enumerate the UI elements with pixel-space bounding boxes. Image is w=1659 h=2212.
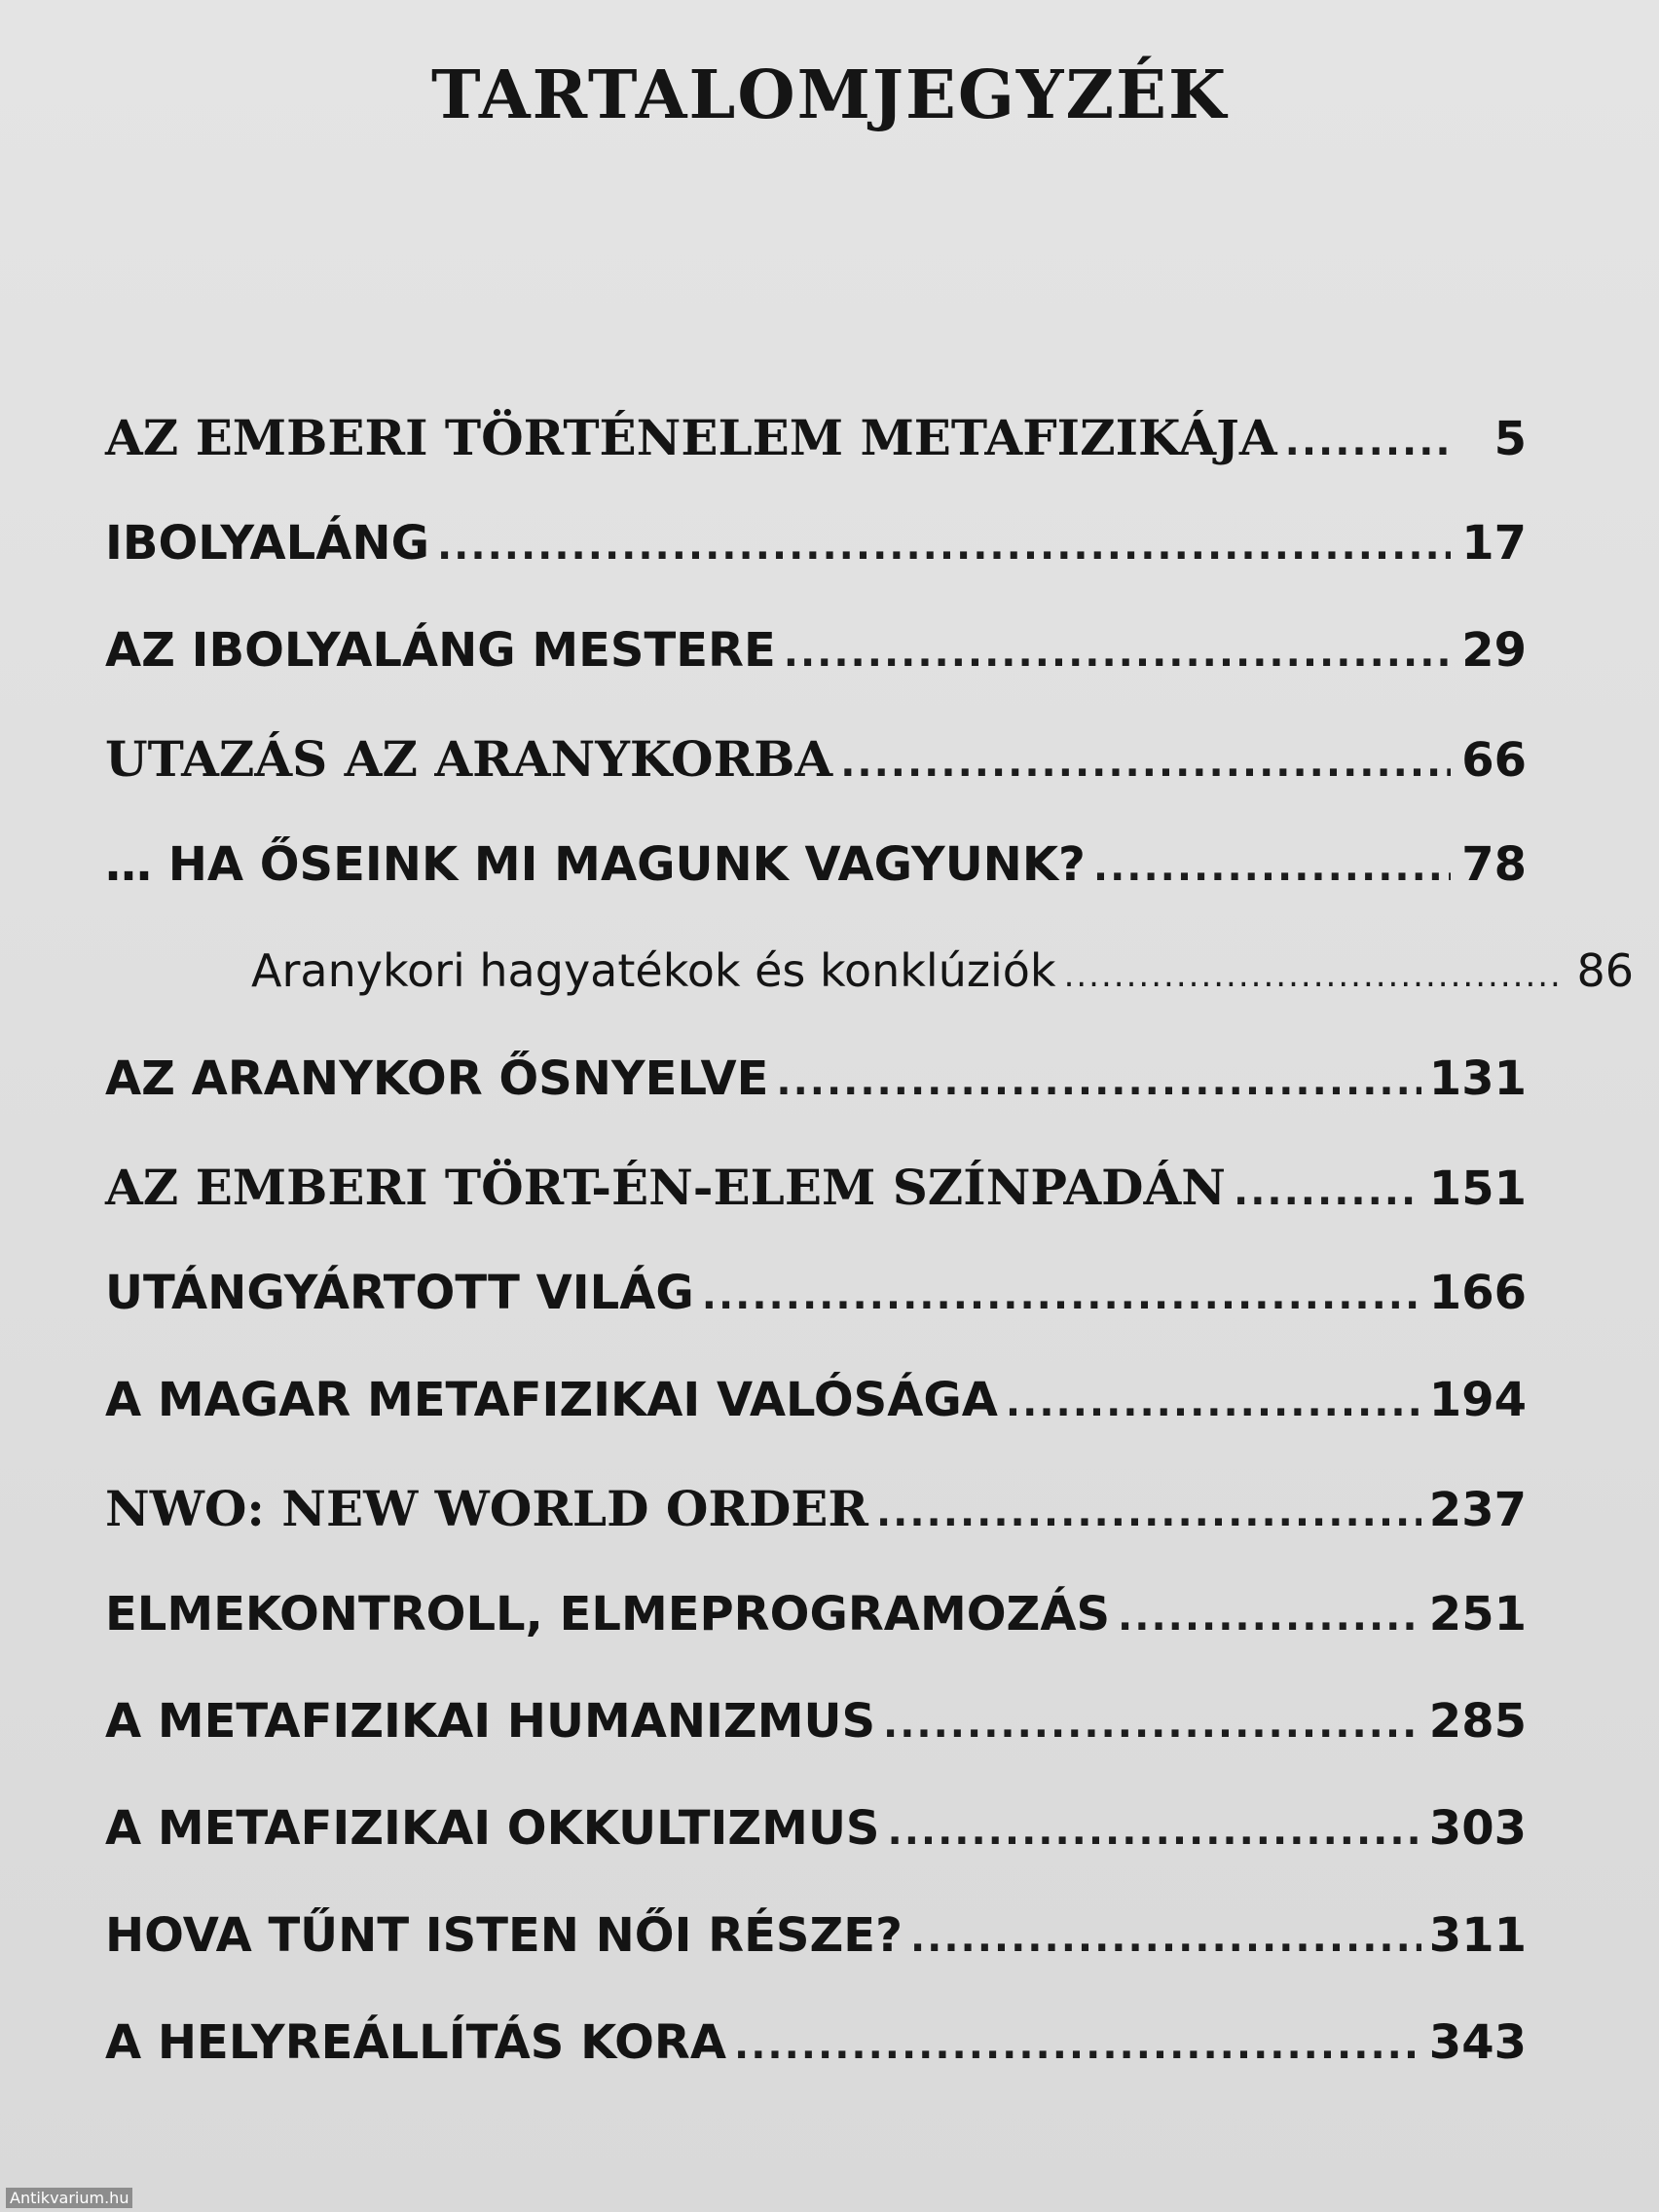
toc-subentry-title: Aranykori hagyatékok és konklúziók bbox=[251, 944, 1056, 997]
toc-entry-title: HOVA TŰNT ISTEN NŐI RÉSZE? bbox=[105, 1908, 903, 1963]
toc-entry bbox=[105, 1051, 1527, 1159]
toc-page-number: 131 bbox=[1428, 1051, 1527, 1106]
toc-page-number: 343 bbox=[1428, 2015, 1527, 2070]
toc-page-number: 66 bbox=[1461, 733, 1527, 788]
dot-leader bbox=[702, 1273, 1421, 1318]
toc-entry-title: NWO: NEW WORLD ORDER bbox=[105, 1480, 868, 1537]
dot-leader bbox=[1285, 420, 1451, 464]
toc-entry-title: UTÁNGYÁRTOTT VILÁG bbox=[105, 1266, 694, 1320]
toc-entry-title: UTAZÁS AZ ARANYKORBA bbox=[105, 730, 833, 788]
dot-leader bbox=[734, 2023, 1421, 2068]
toc-page-number: 151 bbox=[1428, 1161, 1527, 1216]
dot-leader bbox=[437, 524, 1451, 569]
toc-page-number: 285 bbox=[1428, 1694, 1527, 1749]
dot-leader bbox=[876, 1491, 1421, 1535]
dot-leader bbox=[1093, 845, 1451, 890]
toc-entry-title: … HA ŐSEINK MI MAGUNK VAGYUNK? bbox=[105, 837, 1086, 892]
toc-entry bbox=[105, 1159, 1527, 1266]
toc-entry bbox=[105, 1694, 1527, 1801]
toc-page-number: 303 bbox=[1428, 1801, 1527, 1856]
toc-entry bbox=[105, 1801, 1527, 1908]
toc-page-number: 5 bbox=[1493, 412, 1527, 466]
toc-entry-title: A HELYREÁLLÍTÁS KORA bbox=[105, 2015, 727, 2070]
toc-entry bbox=[105, 1908, 1527, 2015]
dot-leader bbox=[888, 1809, 1421, 1854]
toc-page-number: 29 bbox=[1461, 623, 1527, 678]
toc-entry-title: AZ ARANYKOR ŐSNYELVE bbox=[105, 1051, 769, 1106]
dot-leader bbox=[784, 631, 1451, 676]
toc-entry bbox=[105, 2015, 1527, 2122]
dot-leader bbox=[840, 741, 1451, 786]
toc-entry-title: AZ IBOLYALÁNG MESTERE bbox=[105, 623, 776, 678]
toc-entry-title: A METAFIZIKAI OKKULTIZMUS bbox=[105, 1801, 880, 1856]
toc-entry-title: AZ EMBERI TÖRTÉNELEM METAFIZIKÁJA bbox=[105, 409, 1277, 466]
toc-entry bbox=[105, 1266, 1527, 1373]
toc-page-number: 166 bbox=[1428, 1266, 1527, 1320]
toc-page-number: 86 bbox=[1576, 944, 1634, 997]
dot-leader bbox=[1064, 956, 1558, 995]
toc-entry-title: AZ EMBERI TÖRT-ÉN-ELEM SZÍNPADÁN bbox=[105, 1159, 1227, 1216]
dot-leader bbox=[910, 1916, 1421, 1961]
toc-page-number: 311 bbox=[1428, 1908, 1527, 1963]
toc-entry bbox=[105, 516, 1527, 623]
toc-entry bbox=[105, 730, 1527, 837]
dot-leader bbox=[1118, 1595, 1421, 1640]
dot-leader bbox=[1234, 1169, 1421, 1214]
toc-entry bbox=[105, 1480, 1527, 1587]
toc-entry-title: ELMEKONTROLL, ELMEPROGRAMOZÁS bbox=[105, 1587, 1111, 1641]
toc-entry bbox=[105, 837, 1527, 944]
toc-entry-title: A MAGAR METAFIZIKAI VALÓSÁGA bbox=[105, 1373, 998, 1427]
toc-entry bbox=[105, 1587, 1527, 1694]
toc-entry bbox=[105, 409, 1527, 516]
toc-page-number: 78 bbox=[1461, 837, 1527, 892]
toc-page-number: 194 bbox=[1428, 1373, 1527, 1427]
toc-page-number: 237 bbox=[1428, 1483, 1527, 1537]
dot-leader bbox=[776, 1059, 1420, 1104]
toc-page-number: 17 bbox=[1461, 516, 1527, 571]
toc-entry bbox=[105, 1373, 1527, 1480]
table-of-contents bbox=[105, 409, 1634, 2122]
toc-page-number: 251 bbox=[1428, 1587, 1527, 1641]
dot-leader bbox=[1006, 1381, 1421, 1425]
watermark: Antikvarium.hu bbox=[6, 2188, 132, 2208]
toc-entry-title: A METAFIZIKAI HUMANIZMUS bbox=[105, 1694, 876, 1749]
toc-entry bbox=[105, 623, 1527, 730]
toc-entry-title: IBOLYALÁNG bbox=[105, 516, 429, 571]
dot-leader bbox=[883, 1702, 1421, 1747]
page-title: TARTALOMJEGYZÉK bbox=[430, 56, 1229, 134]
toc-subentry bbox=[105, 944, 1634, 1051]
